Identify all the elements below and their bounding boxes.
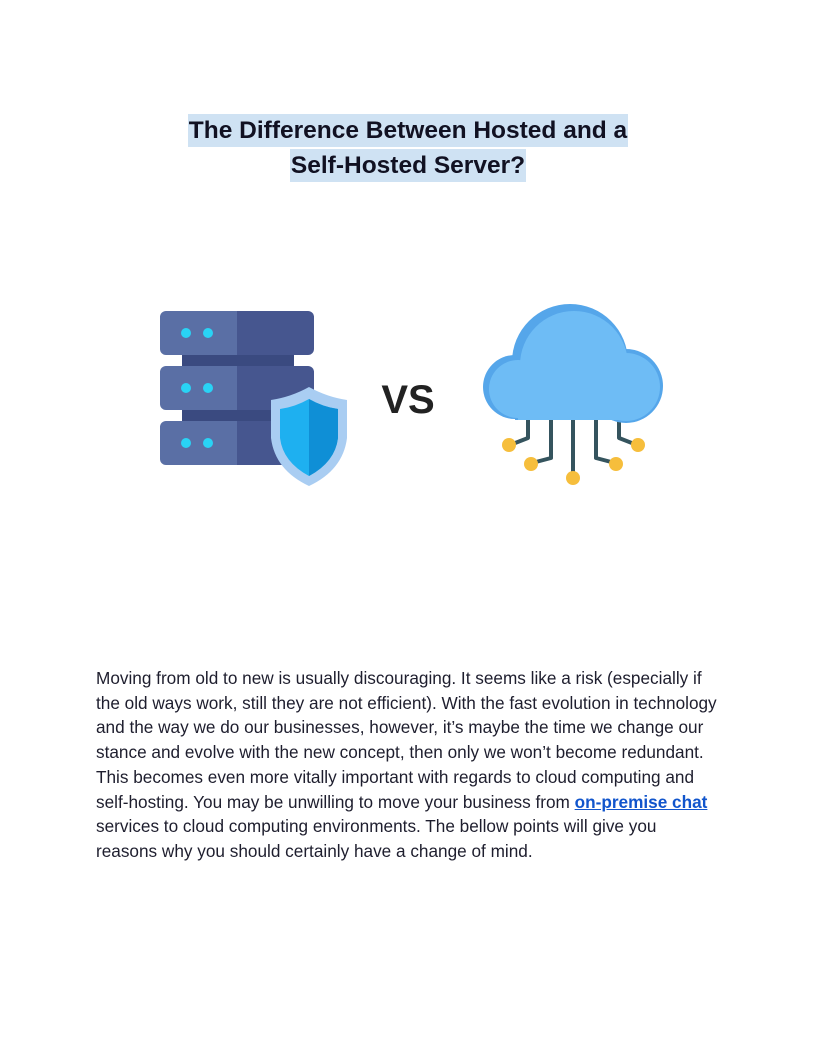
hosted-vs-cloud-illustration xyxy=(130,290,690,500)
on-premise-chat-link[interactable]: on-premise chat xyxy=(574,791,708,812)
title-line-1: The Difference Between Hosted and a xyxy=(188,114,628,147)
vs-label: VS xyxy=(381,378,435,422)
cloud-network-icon xyxy=(483,304,663,485)
body-text-after-link: services to cloud computing environments. The bellow points will give you reasons why you should certainly have a change of mind. xyxy=(96,816,657,861)
page-title xyxy=(0,114,816,184)
title-line-2: Self-Hosted Server? xyxy=(290,149,526,182)
server-shield-icon xyxy=(160,311,347,486)
body-text-before-link: Moving from old to new is usually discouraging. It seems like a risk (especially if the old ways work, still they are not efficient). With the fast evolution in technology and the way we do our businesses, however, it’s maybe the time we change our stance and evolve with the new concept, then only we won’t become redundant. This becomes even more vitally important with regards to cloud computing and self-hosting. You may be unwilling to move your business from xyxy=(96,668,717,812)
body-paragraph xyxy=(96,666,721,864)
